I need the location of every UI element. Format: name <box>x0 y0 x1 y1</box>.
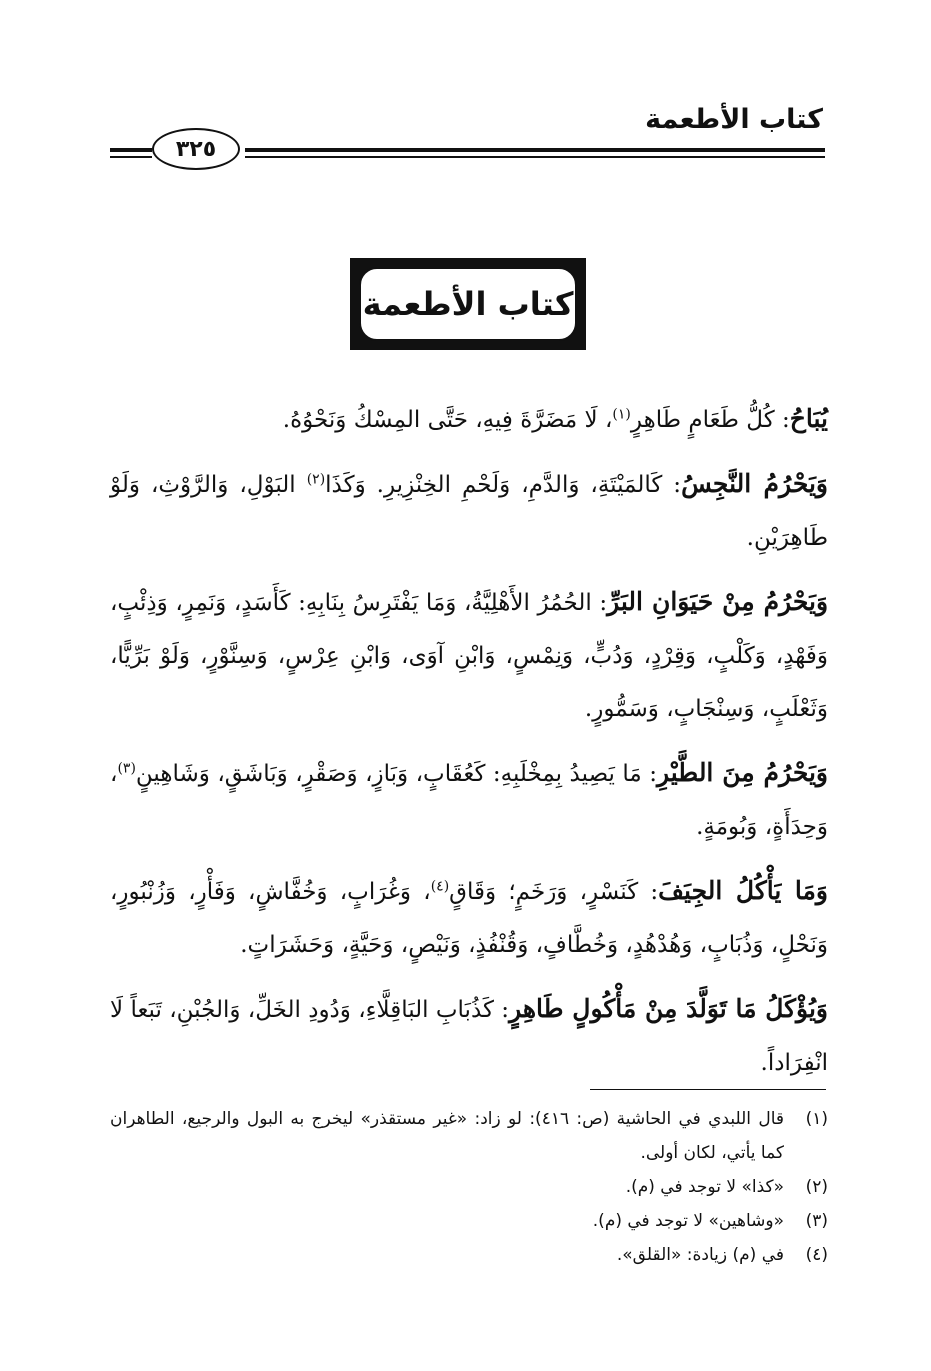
paragraph-lead: وَيَحْرُمُ مِنْ حَيَوَانِ البَرِّ <box>607 587 829 616</box>
paragraph <box>110 746 828 854</box>
paragraph-lead: يُبَاحُ <box>789 404 828 433</box>
paragraph-lead: وَيَحْرُمُ مِنَ الطَّيْرِ <box>656 758 828 787</box>
paragraph <box>110 575 828 736</box>
page-number: ٣٢٥ <box>152 128 240 170</box>
footnote <box>110 1102 828 1170</box>
paragraph <box>110 392 828 447</box>
footnote-number: (١) <box>805 1109 828 1129</box>
chapter-title-frame <box>350 258 586 350</box>
footnote-ref: (٢) <box>306 471 326 488</box>
footnotes <box>110 1102 828 1272</box>
header-rule-thin <box>245 156 825 158</box>
paragraph-text: البَوْلِ، وَالرَّوْثِ، وَلَوْ طَاهِرَيْنِ. <box>110 472 828 551</box>
footnote-text: «كذا» لا توجد في (م). <box>625 1177 784 1197</box>
paragraph <box>110 864 828 972</box>
footnote-ref: (٣) <box>117 760 136 777</box>
footnote-ref: (١) <box>612 406 631 423</box>
paragraph-text: ، لَا مَضَرَّةَ فِيهِ، حَتَّى المِسْكُ وَنَحْوُهُ. <box>282 407 613 433</box>
footnote-number: (٢) <box>805 1177 828 1197</box>
paragraph-lead: وَيُؤْكَلُ مَا تَوَلَّدَ مِنْ مَأْكُولٍ طَاهِرٍ <box>509 994 829 1023</box>
paragraph <box>110 982 828 1090</box>
paragraph-text: ، وَغُرَابٍ، وَخُفَّاشٍ، وَفَأْرٍ، وَزُنْبُورٍ، وَنَحْلٍ، وَذُبَابٍ، وَهُدْهُدٍ، وَخُطَّافٍ، وَقُنْفُذٍ، وَنَيْصٍ، وَحَيَّةٍ، وَحَشَرَاتٍ. <box>110 879 828 958</box>
paragraph-lead: وَمَا يَأْكُلُ الجِيَفَ <box>658 876 828 905</box>
running-header-title: كتاب الأطعمة <box>645 104 823 135</box>
paragraph-text: : كُلُّ طَعَامٍ طَاهِرٍ <box>630 407 790 433</box>
header-rule-thick <box>245 148 825 152</box>
footnote <box>110 1204 828 1238</box>
footnote-text: قال اللبدي في الحاشية (ص: ٤١٦): لو زاد: «غير مستقذر» ليخرج به البول والرجيع، الطاهران كما يأتي، لكان أولى. <box>110 1109 785 1163</box>
header-rule-left-thick <box>110 148 152 152</box>
footnote <box>110 1238 828 1272</box>
footnote-text: في (م) زيادة: «القلق». <box>616 1245 784 1265</box>
paragraph <box>110 457 828 565</box>
footnote-text: «وشاهين» لا توجد في (م). <box>592 1211 784 1231</box>
footnote-ref: (٤) <box>430 878 450 895</box>
footnote-separator <box>590 1089 826 1090</box>
footnote-number: (٣) <box>805 1211 828 1231</box>
paragraph-text: : الحُمُرُ الأَهْلِيَّةُ، وَمَا يَفْتَرِسُ بِنَابِهِ: كَأَسَدٍ، وَنَمِرٍ، وَذِئْبٍ، وَفَهْدٍ، وَكَلْبٍ، وَقِرْدٍ، وَدُبٍّ، وَنِمْسٍ، وَابْنِ آوَى، وَابْنِ عِرْسٍ، وَسِنَّوْرٍ، وَلَوْ بَرِّيًّا، وَثَعْلَبٍ، وَسِنْجَابٍ، وَسَمُّورٍ. <box>110 590 828 722</box>
paragraph-lead: وَيَحْرُمُ النَّجِسُ <box>681 469 828 498</box>
chapter-title: كتاب الأطعمة <box>359 267 577 341</box>
paragraph-text: : كَنَسْرٍ، وَرَخَمٍ؛ وَقَاقٍ <box>449 879 659 905</box>
header-rule-left-thin <box>110 156 152 158</box>
main-text <box>110 392 828 1100</box>
paragraph-text: ، وَحِدَأَةٍ، وَبُومَةٍ. <box>110 761 828 840</box>
paragraph-text: : مَا يَصِيدُ بِمِخْلَبِهِ: كَعُقَابٍ، وَبَازٍ، وَصَقْرٍ، وَبَاشَقٍ، وَشَاهِينٍ <box>135 761 657 787</box>
footnote <box>110 1170 828 1204</box>
footnote-number: (٤) <box>805 1245 828 1265</box>
paragraph-text: : كَذُبَابِ البَاقِلَّاءِ، وَدُودِ الخَلِّ، وَالجُبْنِ، تَبَعاً لَا انْفِرَاداً. <box>110 997 828 1076</box>
paragraph-text: : كَالمَيْتَةِ، وَالدَّمِ، وَلَحْمِ الخِنْزِيرِ. وَكَذَا <box>325 472 682 498</box>
